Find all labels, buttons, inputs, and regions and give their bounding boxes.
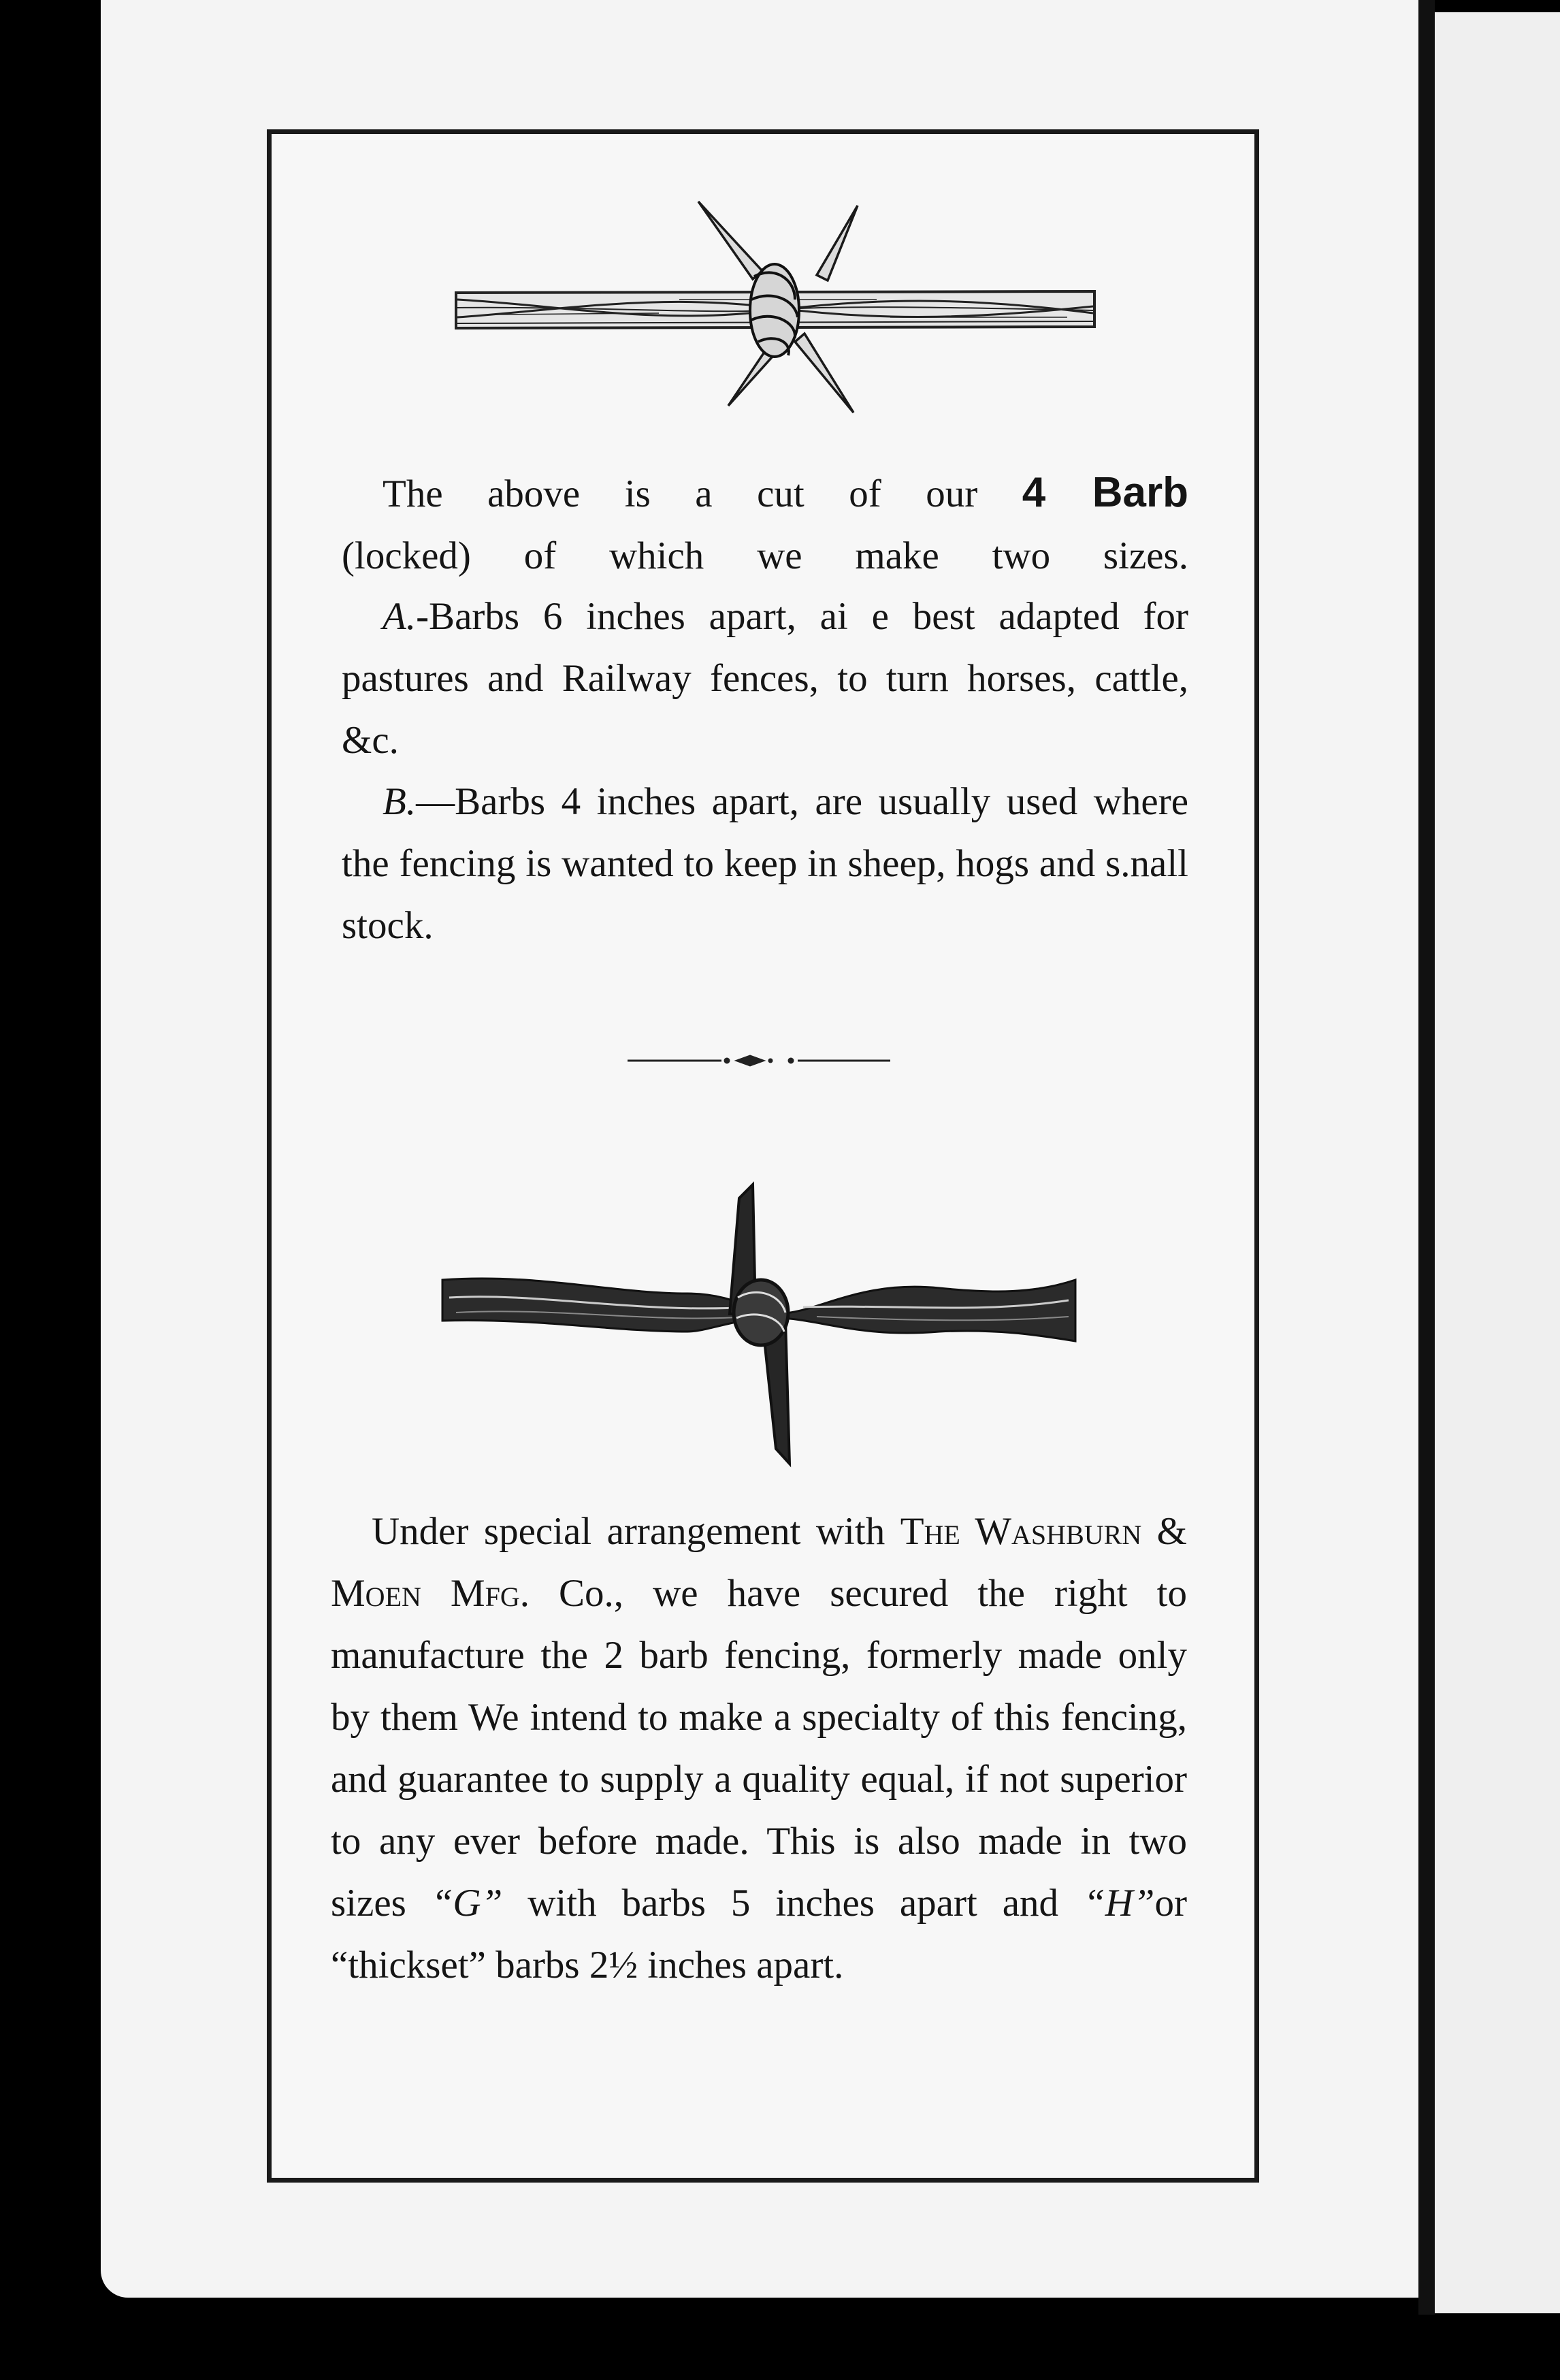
intro-text-cont: (locked) of which we make two sizes. [342, 534, 1188, 577]
ornamental-divider-icon [626, 1052, 892, 1069]
four-barb-title: 4 Barb [1022, 469, 1188, 516]
facing-page-edge [1435, 12, 1560, 2313]
intro-text: The above is a cut of our [383, 472, 1022, 515]
four-barb-wire-icon [455, 197, 1101, 422]
size-b-paragraph [342, 771, 1188, 956]
arrangement-text: Under special arrangement with [372, 1510, 900, 1553]
manufacture-text: Co., we have secured the right to manufacture the 2 barb fencing, formerly made only by them We intend to make a specialty of this fencing, and guarantee to supply a quality equal, if not superior to any ever before made. This is also made in two sizes [331, 1572, 1187, 1925]
two-barb-paragraph [331, 1500, 1187, 1996]
size-b-text: —Barbs 4 inches apart, are usually used where the fencing is wanted to keep in sheep, hogs and s.nall stock. [342, 780, 1188, 947]
ampersand: & [1141, 1510, 1187, 1553]
size-h-label: “H” [1083, 1882, 1155, 1925]
book-gutter [1418, 0, 1435, 2315]
size-b-label: B. [383, 780, 417, 823]
two-barb-wire-icon [436, 1178, 1082, 1477]
size-g-label: “G” [431, 1882, 503, 1925]
size-a-text: -Barbs 6 inches apart, ai e best adapted for pastures and Railway fences, to turn horses, cattle, &c. [342, 595, 1188, 762]
company-name-part2: Moen Mfg. [331, 1572, 530, 1615]
four-barb-intro [342, 462, 1188, 587]
size-a-label: A. [383, 595, 417, 638]
company-name-part1: The Washburn [900, 1510, 1142, 1553]
size-a-paragraph [342, 585, 1188, 771]
size-g-text: with barbs 5 inches apart and [502, 1882, 1084, 1925]
size-h-text: or “thickset” barbs 2½ inches apart. [331, 1882, 1187, 1987]
